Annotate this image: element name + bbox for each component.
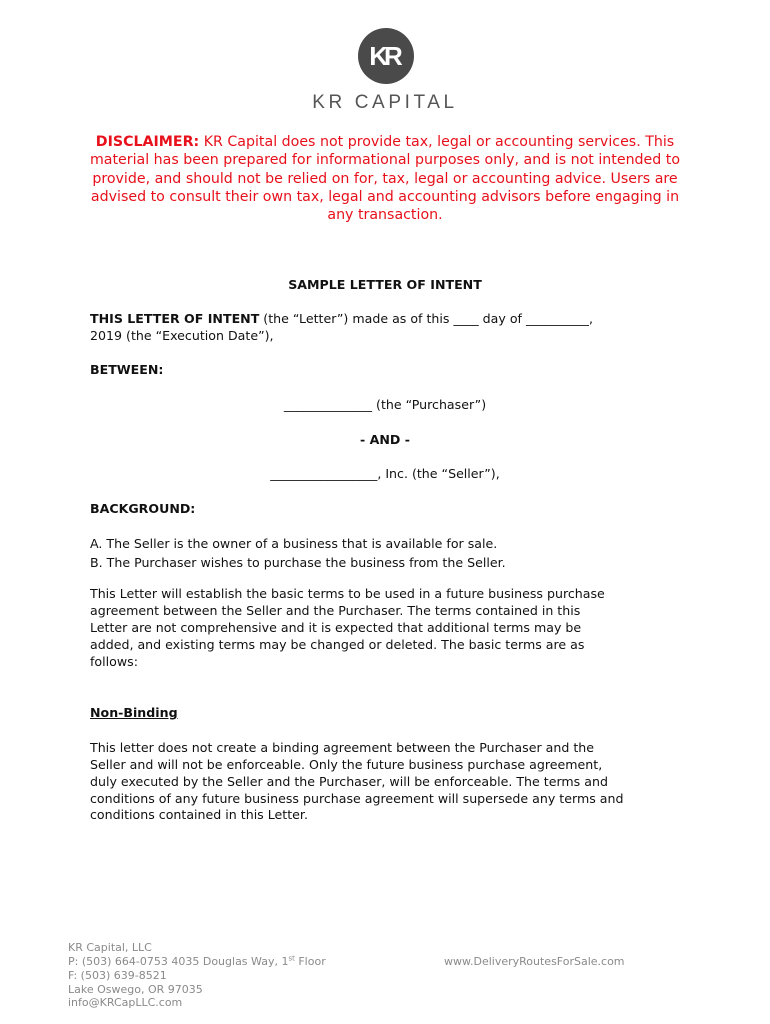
intro-text: (the “Letter”) made as of this ____ day of __________, [259, 311, 593, 326]
para2-line: Seller and will not be enforceable. Only the future business purchase agreement, [90, 757, 603, 772]
para1-line: This Letter will establish the basic terms to be used in a future business purchase [90, 586, 605, 601]
background-item-b: B. The Purchaser wishes to purchase the business from the Seller. [90, 555, 506, 570]
between-heading: BETWEEN: [90, 362, 164, 377]
footer-floor: Floor [294, 955, 326, 968]
footer-phone-address [68, 955, 326, 969]
para1-line: follows: [90, 654, 138, 669]
para2-line: conditions contained in this Letter. [90, 807, 308, 822]
footer-phone-sup: st [288, 954, 295, 963]
background-item-a: A. The Seller is the owner of a business that is available for sale. [90, 536, 498, 551]
and-separator: - AND - [360, 432, 410, 447]
nonbinding-heading: Non-Binding [90, 705, 178, 720]
intro-line-2: 2019 (the “Execution Date”), [90, 328, 274, 343]
purchaser-line: ______________ (the “Purchaser”) [283, 397, 487, 412]
disclaimer [88, 133, 682, 224]
footer-email[interactable]: info@KRCapLLC.com [68, 996, 183, 1009]
footer-phone: P: (503) 664-0753 4035 Douglas Way, 1 [68, 955, 289, 968]
logo-name: KR CAPITAL [312, 92, 458, 113]
para1-line: Letter are not comprehensive and it is expected that additional terms may be [90, 620, 582, 635]
company-logo [300, 26, 470, 118]
footer-website[interactable]: www.DeliveryRoutesForSale.com [444, 955, 625, 968]
background-heading: BACKGROUND: [90, 501, 196, 516]
para2-line: conditions of any future business purchase agreement will supersede any terms and [90, 791, 624, 806]
para2-line: This letter does not create a binding agreement between the Purchaser and the [90, 740, 594, 755]
letter-title: SAMPLE LETTER OF INTENT [288, 277, 482, 292]
logo-circle [358, 28, 414, 84]
footer-city: Lake Oswego, OR 97035 [68, 983, 203, 996]
disclaimer-label: DISCLAIMER: [95, 134, 200, 150]
disclaimer-text: KR Capital does not provide tax, legal or accounting services. This material has been prepared for informational purposes only, and is not intended to provide, and should not be relied on for, tax, legal or accounting advice. Users are advised to consult their own tax, legal and accounting advisors before engaging in any transaction. [89, 134, 681, 224]
para1-line: agreement between the Seller and the Purchaser. The terms contained in this [90, 603, 581, 618]
seller-line: _________________, Inc. (the “Seller”), [270, 466, 500, 481]
intro-bold: THIS LETTER OF INTENT [90, 311, 260, 326]
para2-line: duly executed by the Seller and the Purchaser, will be enforceable. The terms and [90, 774, 608, 789]
footer-company: KR Capital, LLC [68, 941, 152, 954]
para1-line: added, and existing terms may be changed or deleted. The basic terms are as [90, 637, 585, 652]
footer-fax: F: (503) 639-8521 [68, 969, 167, 982]
logo-mark: KR [369, 41, 399, 71]
intro-line-1 [90, 310, 690, 327]
